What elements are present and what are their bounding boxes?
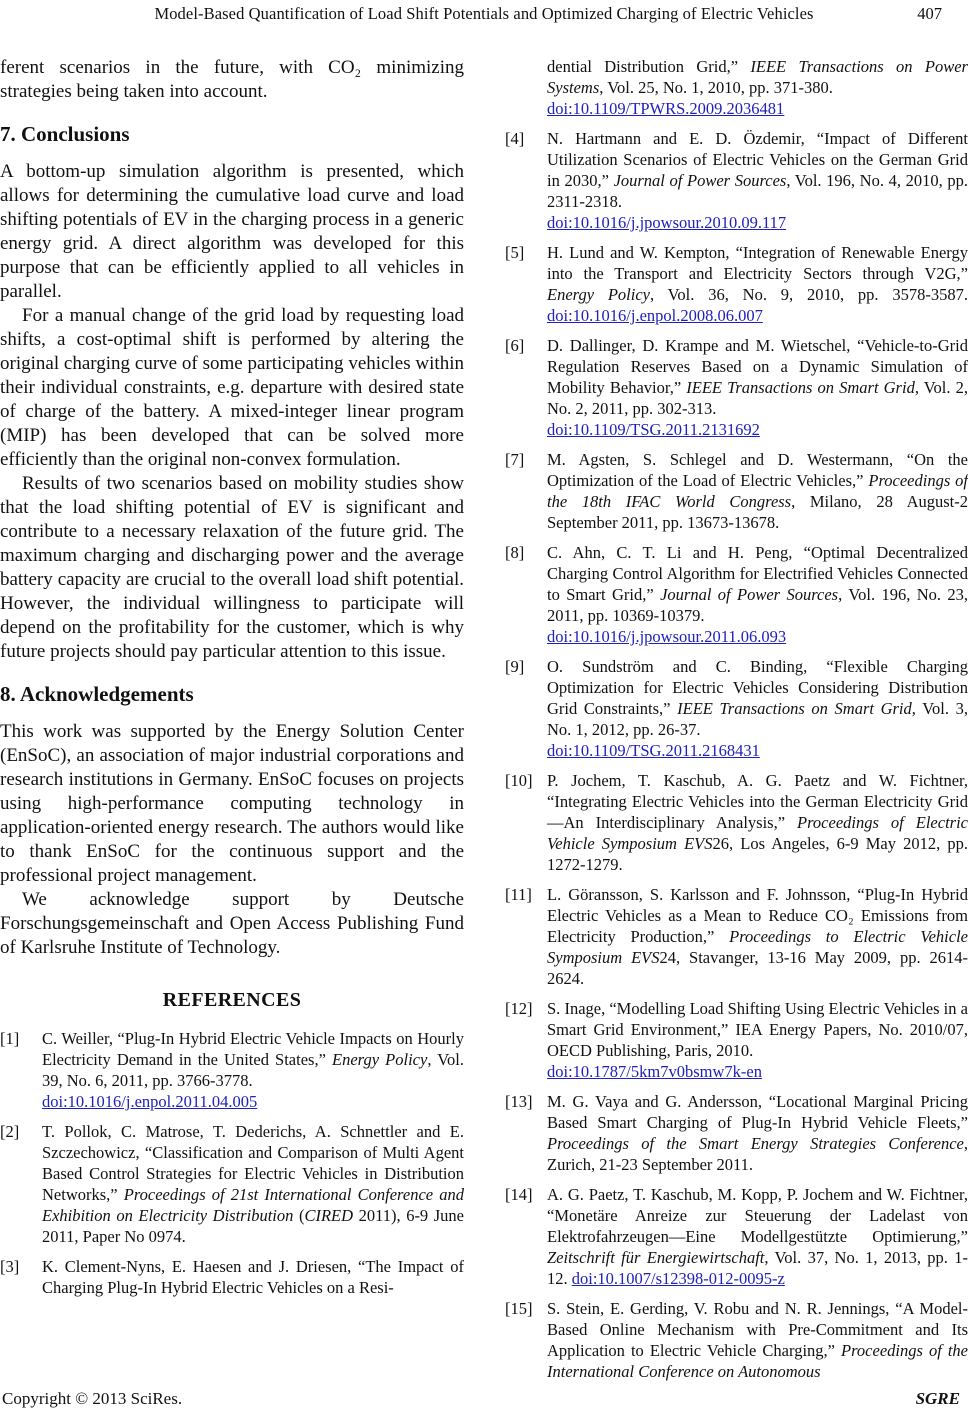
reference-number [505, 56, 547, 119]
references-list-right [505, 56, 968, 1382]
plain-text: , Vol. 2, No. 2, 2011, pp. 302-313. [547, 378, 968, 418]
reference-text [547, 998, 968, 1082]
two-column-body [0, 56, 968, 1382]
reference-item [0, 1256, 464, 1298]
italic-text: Proceedings to Electric Vehicle Symposium EVS [547, 927, 968, 967]
reference-number: [6] [505, 336, 525, 355]
doi-link[interactable]: doi:10.1787/5km7v0bsmw7k-en [547, 1062, 762, 1081]
plain-text: , Vol. 196, No. 23, 2011, pp. 10369-10379. [547, 585, 968, 625]
doi-link[interactable]: doi:10.1016/j.jpowsour.2010.09.117 [547, 213, 787, 232]
plain-text: M. Agsten, S. Schlegel and D. Westermann, “On the Optimization of the Load of Electric Vehicles,” [547, 450, 968, 490]
italic-text: IEEE Transactions on Smart Grid [677, 699, 912, 718]
reference-text [547, 1298, 968, 1382]
acknowledgements-paragraph-1: This work was supported by the Energy Solution Center (EnSoC), an association of major industrial corporations and research institutions in Germany. EnSoC focuses on projects using high-performance computing technology in application-oriented energy research. The authors would like to thank EnSoC for the continuous support and the professional project management. [0, 721, 464, 886]
references-list-left [0, 1028, 464, 1298]
acknowledgements-paragraph-2: We acknowledge support by Deutsche Forschungsgemeinschaft and Open Access Publishing Fund of Karlsruhe Institute of Technology. [0, 889, 464, 958]
plain-text: , Vol. 36, No. 9, 2010, pp. 3578-3587. [650, 285, 968, 304]
doi-link[interactable]: doi:10.1016/j.enpol.2011.04.005 [42, 1092, 258, 1111]
plain-text: dential Distribution Grid,” [547, 57, 751, 76]
reference-item [505, 1091, 968, 1175]
reference-number: [12] [505, 999, 533, 1018]
references-heading: REFERENCES [162, 989, 302, 1011]
plain-text: C. Weiller, “Plug-In Hybrid Electric Vehicle Impacts on Hourly Electricity Demand in the United States,” [42, 1029, 464, 1069]
plain-text: O. Sundström and C. Binding, “Flexible Charging Optimization for Electric Vehicles Considering Distribution Grid Constraints,” [547, 657, 968, 718]
reference-text [42, 1028, 464, 1112]
italic-text: Journal of Power Sources [660, 585, 839, 604]
page-footer [0, 1388, 968, 1410]
plain-text: 24, Stavanger, 13-16 May 2009, pp. 2614-2624. [547, 948, 968, 988]
reference-item [0, 1028, 464, 1112]
plain-text: 26, Los Angeles, 6-9 May 2012, pp. 1272-1279. [547, 834, 968, 874]
reference-text [547, 242, 968, 326]
reference-item [505, 335, 968, 440]
plain-text: H. Lund and W. Kempton, “Integration of Renewable Energy into the Transport and Electricity Sectors through V2G,” [547, 243, 968, 283]
reference-text [42, 1121, 464, 1247]
plain-text: C. Ahn, C. T. Li and H. Peng, “Optimal Decentralized Charging Control Algorithm for Electrified Vehicles Connected to Smart Grid,” [547, 543, 968, 604]
plain-text: P. Jochem, T. Kaschub, A. G. Paetz and W. Fichtner, “Integrating Electric Vehicles into the German Electricity Grid—An Interdisciplinary Analysis,” [547, 771, 968, 832]
reference-item [505, 128, 968, 233]
italic-text: Journal of Power Sources [613, 171, 787, 190]
reference-text [547, 56, 968, 119]
reference-text [547, 1184, 968, 1289]
italic-text: IEEE Transactions on Power Systems [547, 57, 968, 97]
reference-text [547, 335, 968, 440]
reference-item [505, 449, 968, 533]
left-column [0, 56, 464, 1298]
intro-continuation-paragraph: ferent scenarios in the future, with CO₂ minimizing strategies being taken into account. [0, 57, 464, 102]
plain-text: 2011), 6-9 June 2011, Paper No 0974. [42, 1206, 465, 1246]
plain-text: S. Inage, “Modelling Load Shifting Using Electric Vehicles in a Smart Grid Environment,” IEA Energy Papers, No. 2010/07, OECD Publishing, Paris, 2010. [547, 999, 968, 1060]
conclusions-paragraph-2: For a manual change of the grid load by requesting load shifts, a cost-optimal shift is performed by altering the original charging curve of some participating vehicles within their individual constraints, e.g. departure with desired state of charge of the battery. A mixed-integer linear program (MIP) has been developed that can be solved more efficiently than the original non-convex formulation. [0, 305, 464, 470]
reference-text [547, 1091, 968, 1175]
reference-number: [13] [505, 1092, 533, 1111]
conclusions-paragraph-3: Results of two scenarios based on mobility studies show that the load shifting potential of EV is significant and contribute to a necessary relaxation of the future grid. The maximum charging and discharging power and the average battery capacity are crucial to the overall load shift potential. However, the individual willingness to participate will depend on the profitability for the customer, which is why future projects should pay particular attention to this issue. [0, 473, 464, 662]
running-title: Model-Based Quantification of Load Shift Potentials and Optimized Charging of Electric Vehicles [154, 4, 814, 23]
reference-text [547, 884, 968, 989]
reference-number: [7] [505, 450, 525, 469]
reference-text [42, 1256, 464, 1298]
reference-item [505, 1184, 968, 1289]
italic-text: IEEE Transactions on Smart Grid [686, 378, 915, 397]
italic-text: Proceedings of the 18th IFAC World Congress [547, 471, 968, 511]
plain-text: A. G. Paetz, T. Kaschub, M. Kopp, P. Jochem and W. Fichtner, “Monetäre Anreize zur Steuerung der Ladelast von Elektrofahrzeugen—Eine Modellgestützte Optimierung,” [547, 1185, 968, 1246]
doi-link[interactable]: doi:10.1109/TSG.2011.2131692 [547, 420, 760, 439]
reference-number: [4] [505, 129, 525, 148]
page-number: 407 [917, 4, 942, 23]
journal-abbreviation: SGRE [915, 1389, 960, 1408]
plain-text: N. Hartmann and E. D. Özdemir, “Impact of Different Utilization Scenarios of Electric Vehicles on the German Grid in 2030,” [547, 129, 968, 190]
italic-text: Energy Policy [332, 1050, 428, 1069]
reference-item [505, 1298, 968, 1382]
conclusions-heading: 7. Conclusions [0, 122, 130, 146]
plain-text: K. Clement-Nyns, E. Haesen and J. Driesen, “The Impact of Charging Plug-In Hybrid Electric Vehicles on a Resi- [42, 1257, 464, 1297]
conclusions-paragraph-1: A bottom-up simulation algorithm is presented, which allows for determining the cumulative load curve and load shifting potentials of EV in the charging process in a generic energy grid. A direct algorithm was developed for this purpose that can be efficiently applied to all vehicles in parallel. [0, 161, 464, 302]
reference-text [547, 128, 968, 233]
italic-text: Proceedings of 21st International Conference and Exhibition on Electricity Distribution [42, 1185, 464, 1225]
italic-text: CIRED [304, 1206, 354, 1225]
copyright-notice: Copyright © 2013 SciRes. [2, 1389, 183, 1408]
plain-text: , Vol. 196, No. 4, 2010, pp. 2311-2318. [547, 171, 968, 211]
plain-text: , Zurich, 21-23 September 2011. [547, 1134, 968, 1174]
doi-link[interactable]: doi:10.1007/s12398-012-0095-z [571, 1269, 785, 1288]
doi-link[interactable]: doi:10.1016/j.jpowsour.2011.06.093 [547, 627, 787, 646]
plain-text: M. G. Vaya and G. Andersson, “Locational Marginal Pricing Based Smart Charging of Plug-In Hybrid Vehicle Fleets,” [547, 1092, 968, 1132]
reference-number: [11] [505, 885, 532, 904]
reference-text [547, 770, 968, 875]
reference-number: [14] [505, 1185, 533, 1204]
reference-text [547, 542, 968, 647]
reference-number: [3] [0, 1257, 20, 1276]
plain-text: T. Pollok, C. Matrose, T. Dederichs, A. Schnettler and E. Szczechowicz, “Classification and Comparison of Multi Agent Based Control Strategies for Electric Vehicles in Distribution Networks,” [42, 1122, 464, 1204]
reference-number: [8] [505, 543, 525, 562]
reference-number: [2] [0, 1122, 20, 1141]
page-header [0, 4, 968, 24]
plain-text: , Vol. 37, No. 1, 2013, pp. 1-12. [547, 1248, 968, 1288]
reference-text [547, 449, 968, 533]
reference-item [505, 242, 968, 326]
reference-continuation [505, 56, 968, 119]
reference-item [505, 998, 968, 1082]
plain-text: , Vol. 39, No. 6, 2011, pp. 3766-3778. [42, 1050, 465, 1090]
reference-number: [15] [505, 1299, 533, 1318]
italic-text: Energy Policy [547, 285, 650, 304]
reference-item [505, 542, 968, 647]
right-column [505, 56, 968, 1382]
reference-text [547, 656, 968, 761]
italic-text: Proceedings of the Smart Energy Strategies Conference [547, 1134, 964, 1153]
plain-text: D. Dallinger, D. Krampe and M. Wietschel, “Vehicle-to-Grid Regulation Reserves Based on a Dynamic Simulation of Mobility Behavior,” [547, 336, 968, 397]
reference-number: [9] [505, 657, 525, 676]
plain-text: L. Göransson, S. Karlsson and F. Johnsson, “Plug-In Hybrid Electric Vehicles as a Mean to Reduce CO₂ Emissions from Electricity Production,” [547, 885, 968, 946]
reference-number: [10] [505, 771, 533, 790]
plain-text: , Milano, 28 August-2 September 2011, pp. 13673-13678. [547, 492, 968, 532]
doi-link[interactable]: doi:10.1109/TPWRS.2009.2036481 [547, 99, 785, 118]
doi-link[interactable]: doi:10.1109/TSG.2011.2168431 [547, 741, 760, 760]
italic-text: Zeitschrift für Energiewirtschaft [547, 1248, 765, 1267]
plain-text: , Vol. 3, No. 1, 2012, pp. 26-37. [547, 699, 968, 739]
reference-item [505, 770, 968, 875]
reference-number: [1] [0, 1029, 20, 1048]
reference-item [0, 1121, 464, 1247]
reference-item [505, 656, 968, 761]
plain-text: S. Stein, E. Gerding, V. Robu and N. R. Jennings, “A Model-Based Online Mechanism with Pre-Commitment and Its Application to Electric Vehicle Charging,” [547, 1299, 968, 1360]
italic-text: Proceedings of the International Conference on Autonomous [547, 1341, 968, 1381]
acknowledgements-heading: 8. Acknowledgements [0, 682, 194, 706]
reference-number: [5] [505, 243, 525, 262]
reference-item [505, 884, 968, 989]
plain-text: , Vol. 25, No. 1, 2010, pp. 371-380. [599, 78, 833, 97]
plain-text: ( [293, 1206, 305, 1225]
italic-text: Proceedings of Electric Vehicle Symposium EVS [547, 813, 968, 853]
doi-link[interactable]: doi:10.1016/j.enpol.2008.06.007 [547, 306, 763, 325]
